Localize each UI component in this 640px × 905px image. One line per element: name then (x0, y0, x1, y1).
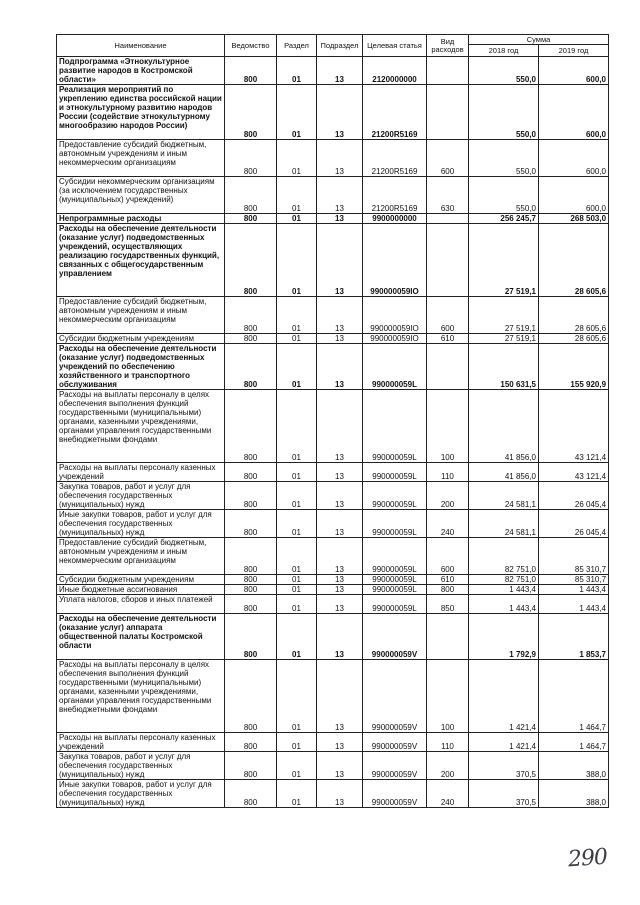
table-row (57, 390, 609, 463)
cell-name: Субсидии бюджетным учреждениям (57, 334, 225, 344)
cell-sum-2018: 150 631,5 (469, 344, 539, 390)
cell-subsection: 13 (317, 177, 363, 214)
header-year-2019: 2019 год (539, 45, 609, 57)
cell-sum-2018: 82 751,0 (469, 575, 539, 585)
cell-target-item: 990000059IO (363, 297, 427, 334)
header-name: Наименование (57, 35, 225, 57)
cell-target-item: 9900000000 (363, 214, 427, 224)
cell-sum-2018: 550,0 (469, 57, 539, 85)
cell-sum-2019: 155 920,9 (539, 344, 609, 390)
cell-sum-2019: 388,0 (539, 780, 609, 808)
cell-sum-2019: 85 310,7 (539, 538, 609, 575)
cell-section: 01 (277, 85, 317, 140)
handwritten-page-number: 290 (567, 844, 608, 873)
cell-sum-2019: 600,0 (539, 57, 609, 85)
cell-expense-type (427, 224, 469, 297)
cell-sum-2018: 550,0 (469, 177, 539, 214)
budget-table (56, 34, 609, 808)
cell-section: 01 (277, 334, 317, 344)
cell-section: 01 (277, 538, 317, 575)
cell-sum-2018: 24 581,1 (469, 510, 539, 538)
cell-department: 800 (225, 482, 277, 510)
cell-name: Расходы на обеспечение деятельности (оказание услуг) аппарата общественной палаты Костромской области (57, 614, 225, 660)
cell-target-item: 21200R5169 (363, 177, 427, 214)
table-row (57, 660, 609, 733)
cell-sum-2018: 82 751,0 (469, 538, 539, 575)
cell-target-item: 990000059L (363, 390, 427, 463)
header-year-2018: 2018 год (469, 45, 539, 57)
table-row (57, 57, 609, 85)
cell-sum-2019: 1 464,7 (539, 733, 609, 752)
cell-target-item: 990000059V (363, 733, 427, 752)
header-sum: Сумма (469, 35, 609, 45)
cell-name: Предоставление субсидий бюджетным, автономным учреждениям и иным некоммерческим организациям (57, 538, 225, 575)
table-row (57, 752, 609, 780)
cell-department: 800 (225, 85, 277, 140)
cell-expense-type: 800 (427, 585, 469, 595)
cell-subsection: 13 (317, 334, 363, 344)
cell-sum-2019: 43 121,4 (539, 463, 609, 482)
cell-name: Расходы на выплаты персоналу казенных учреждений (57, 463, 225, 482)
cell-name: Субсидии бюджетным учреждениям (57, 575, 225, 585)
cell-target-item: 990000059L (363, 482, 427, 510)
cell-name: Закупка товаров, работ и услуг для обеспечения государственных (муниципальных) нужд (57, 482, 225, 510)
cell-expense-type (427, 214, 469, 224)
table-row (57, 334, 609, 344)
cell-section: 01 (277, 224, 317, 297)
cell-subsection: 13 (317, 733, 363, 752)
table-row (57, 85, 609, 140)
cell-department: 800 (225, 297, 277, 334)
cell-sum-2018: 1 421,4 (469, 733, 539, 752)
cell-department: 800 (225, 510, 277, 538)
cell-sum-2019: 28 605,6 (539, 224, 609, 297)
cell-expense-type: 600 (427, 297, 469, 334)
cell-expense-type: 200 (427, 482, 469, 510)
cell-subsection: 13 (317, 538, 363, 575)
header-target-item: Целевая статья (363, 35, 427, 57)
cell-sum-2018: 41 856,0 (469, 390, 539, 463)
cell-sum-2018: 27 519,1 (469, 224, 539, 297)
cell-subsection: 13 (317, 482, 363, 510)
cell-subsection: 13 (317, 297, 363, 334)
cell-section: 01 (277, 595, 317, 614)
cell-target-item: 2120000000 (363, 57, 427, 85)
cell-subsection: 13 (317, 585, 363, 595)
cell-expense-type: 600 (427, 140, 469, 177)
cell-sum-2018: 550,0 (469, 140, 539, 177)
cell-expense-type: 630 (427, 177, 469, 214)
cell-sum-2019: 26 045,4 (539, 510, 609, 538)
cell-sum-2019: 1 464,7 (539, 660, 609, 733)
cell-expense-type (427, 344, 469, 390)
table-row (57, 177, 609, 214)
cell-expense-type: 600 (427, 538, 469, 575)
cell-sum-2018: 1 443,4 (469, 595, 539, 614)
table-row (57, 214, 609, 224)
header-subsection: Подраздел (317, 35, 363, 57)
cell-name: Расходы на обеспечение деятельности (оказание услуг) подведомственных учреждений по обеспечению хозяйственного и транспортного обслуживания (57, 344, 225, 390)
cell-subsection: 13 (317, 224, 363, 297)
cell-section: 01 (277, 214, 317, 224)
cell-sum-2019: 1 853,7 (539, 614, 609, 660)
cell-sum-2019: 600,0 (539, 177, 609, 214)
cell-sum-2019: 1 443,4 (539, 595, 609, 614)
cell-sum-2019: 600,0 (539, 140, 609, 177)
cell-subsection: 13 (317, 463, 363, 482)
header-expense-type: Вид расходов (427, 35, 469, 57)
cell-sum-2019: 268 503,0 (539, 214, 609, 224)
cell-expense-type: 200 (427, 752, 469, 780)
cell-name: Предоставление субсидий бюджетным, автономным учреждениям и иным некоммерческим организациям (57, 297, 225, 334)
cell-name: Предоставление субсидий бюджетным, автономным учреждениям и иным некоммерческим организациям (57, 140, 225, 177)
cell-department: 800 (225, 752, 277, 780)
cell-target-item: 990000059L (363, 510, 427, 538)
cell-sum-2018: 370,5 (469, 752, 539, 780)
document-page (56, 34, 608, 808)
cell-sum-2018: 27 519,1 (469, 297, 539, 334)
table-body (57, 57, 609, 808)
cell-sum-2019: 388,0 (539, 752, 609, 780)
cell-name: Реализация мероприятий по укреплению единства российской нации и этнокультурному развитию народов России (содействие этнокультурному многообразию народов России) (57, 85, 225, 140)
cell-sum-2019: 43 121,4 (539, 390, 609, 463)
cell-department: 800 (225, 57, 277, 85)
cell-section: 01 (277, 614, 317, 660)
cell-sum-2018: 1 792,9 (469, 614, 539, 660)
cell-subsection: 13 (317, 510, 363, 538)
cell-section: 01 (277, 510, 317, 538)
cell-target-item: 21200R5169 (363, 140, 427, 177)
cell-section: 01 (277, 57, 317, 85)
cell-expense-type: 110 (427, 733, 469, 752)
table-row (57, 575, 609, 585)
cell-section: 01 (277, 463, 317, 482)
cell-target-item: 990000059L (363, 595, 427, 614)
cell-name: Подпрограмма «Этнокультурное развитие народов в Костромской области» (57, 57, 225, 85)
cell-department: 800 (225, 344, 277, 390)
cell-section: 01 (277, 780, 317, 808)
cell-section: 01 (277, 733, 317, 752)
cell-expense-type: 100 (427, 660, 469, 733)
table-row (57, 463, 609, 482)
table-header (57, 35, 609, 57)
cell-subsection: 13 (317, 344, 363, 390)
cell-target-item: 990000059V (363, 614, 427, 660)
cell-department: 800 (225, 733, 277, 752)
cell-subsection: 13 (317, 140, 363, 177)
cell-department: 800 (225, 595, 277, 614)
cell-section: 01 (277, 482, 317, 510)
cell-department: 800 (225, 390, 277, 463)
cell-section: 01 (277, 390, 317, 463)
table-row (57, 614, 609, 660)
cell-target-item: 990000059IO (363, 224, 427, 297)
cell-section: 01 (277, 140, 317, 177)
cell-department: 800 (225, 224, 277, 297)
cell-name: Расходы на выплаты персоналу в целях обеспечения выполнения функций государственными (муниципальными) органами, казенными учреждениями, органами управления государственными внебюджетными фондами (57, 660, 225, 733)
cell-sum-2019: 1 443,4 (539, 585, 609, 595)
table-row (57, 510, 609, 538)
cell-subsection: 13 (317, 595, 363, 614)
cell-name: Иные закупки товаров, работ и услуг для обеспечения государственных (муниципальных) нужд (57, 780, 225, 808)
cell-sum-2018: 550,0 (469, 85, 539, 140)
cell-department: 800 (225, 575, 277, 585)
table-row (57, 733, 609, 752)
cell-target-item: 990000059L (363, 575, 427, 585)
cell-section: 01 (277, 297, 317, 334)
cell-expense-type (427, 85, 469, 140)
cell-sum-2019: 600,0 (539, 85, 609, 140)
cell-name: Закупка товаров, работ и услуг для обеспечения государственных (муниципальных) нужд (57, 752, 225, 780)
header-department: Ведомство (225, 35, 277, 57)
cell-subsection: 13 (317, 660, 363, 733)
cell-sum-2018: 27 519,1 (469, 334, 539, 344)
cell-sum-2019: 26 045,4 (539, 482, 609, 510)
table-row (57, 538, 609, 575)
cell-subsection: 13 (317, 57, 363, 85)
cell-target-item: 990000059V (363, 752, 427, 780)
cell-subsection: 13 (317, 575, 363, 585)
cell-sum-2018: 1 443,4 (469, 585, 539, 595)
cell-subsection: 13 (317, 85, 363, 140)
cell-name: Иные бюджетные ассигнования (57, 585, 225, 595)
cell-sum-2018: 41 856,0 (469, 463, 539, 482)
cell-department: 800 (225, 780, 277, 808)
table-row (57, 595, 609, 614)
cell-department: 800 (225, 614, 277, 660)
table-row (57, 297, 609, 334)
cell-target-item: 990000059L (363, 538, 427, 575)
cell-sum-2018: 24 581,1 (469, 482, 539, 510)
cell-department: 800 (225, 585, 277, 595)
cell-expense-type: 610 (427, 575, 469, 585)
cell-name: Расходы на выплаты персоналу в целях обеспечения выполнения функций государственными (муниципальными) органами, казенными учреждениями, органами управления государственными внебюджетными фондами (57, 390, 225, 463)
cell-subsection: 13 (317, 614, 363, 660)
cell-name: Иные закупки товаров, работ и услуг для обеспечения государственных (муниципальных) нужд (57, 510, 225, 538)
cell-subsection: 13 (317, 780, 363, 808)
header-section: Раздел (277, 35, 317, 57)
cell-name: Расходы на выплаты персоналу казенных учреждений (57, 733, 225, 752)
table-row (57, 585, 609, 595)
cell-subsection: 13 (317, 390, 363, 463)
cell-expense-type: 240 (427, 780, 469, 808)
cell-department: 800 (225, 660, 277, 733)
cell-sum-2018: 256 245,7 (469, 214, 539, 224)
cell-expense-type (427, 57, 469, 85)
cell-section: 01 (277, 344, 317, 390)
cell-target-item: 990000059V (363, 660, 427, 733)
cell-department: 800 (225, 177, 277, 214)
cell-section: 01 (277, 177, 317, 214)
cell-target-item: 21200R5169 (363, 85, 427, 140)
table-row (57, 780, 609, 808)
cell-name: Непрограммные расходы (57, 214, 225, 224)
cell-name: Субсидии некоммерческим организациям (за исключением государственных (муниципальных) учреждений) (57, 177, 225, 214)
cell-sum-2019: 28 605,6 (539, 297, 609, 334)
cell-target-item: 990000059V (363, 780, 427, 808)
cell-sum-2018: 1 421,4 (469, 660, 539, 733)
cell-section: 01 (277, 585, 317, 595)
table-row (57, 482, 609, 510)
cell-department: 800 (225, 463, 277, 482)
table-row (57, 344, 609, 390)
cell-expense-type: 240 (427, 510, 469, 538)
cell-department: 800 (225, 334, 277, 344)
cell-sum-2019: 28 605,6 (539, 334, 609, 344)
cell-name: Уплата налогов, сборов и иных платежей (57, 595, 225, 614)
cell-expense-type: 850 (427, 595, 469, 614)
cell-target-item: 990000059L (363, 344, 427, 390)
cell-expense-type: 100 (427, 390, 469, 463)
cell-sum-2018: 370,5 (469, 780, 539, 808)
cell-subsection: 13 (317, 752, 363, 780)
cell-department: 800 (225, 140, 277, 177)
cell-subsection: 13 (317, 214, 363, 224)
cell-department: 800 (225, 214, 277, 224)
cell-section: 01 (277, 575, 317, 585)
cell-target-item: 990000059IO (363, 334, 427, 344)
table-row (57, 224, 609, 297)
cell-expense-type (427, 614, 469, 660)
cell-name: Расходы на обеспечение деятельности (оказание услуг) подведомственных учреждений, осуществляющих реализацию государственных функций, связанных с общегосударственным управлением (57, 224, 225, 297)
cell-expense-type: 610 (427, 334, 469, 344)
cell-department: 800 (225, 538, 277, 575)
cell-target-item: 990000059L (363, 463, 427, 482)
cell-target-item: 990000059L (363, 585, 427, 595)
cell-sum-2019: 85 310,7 (539, 575, 609, 585)
cell-expense-type: 110 (427, 463, 469, 482)
table-row (57, 140, 609, 177)
cell-section: 01 (277, 752, 317, 780)
cell-section: 01 (277, 660, 317, 733)
